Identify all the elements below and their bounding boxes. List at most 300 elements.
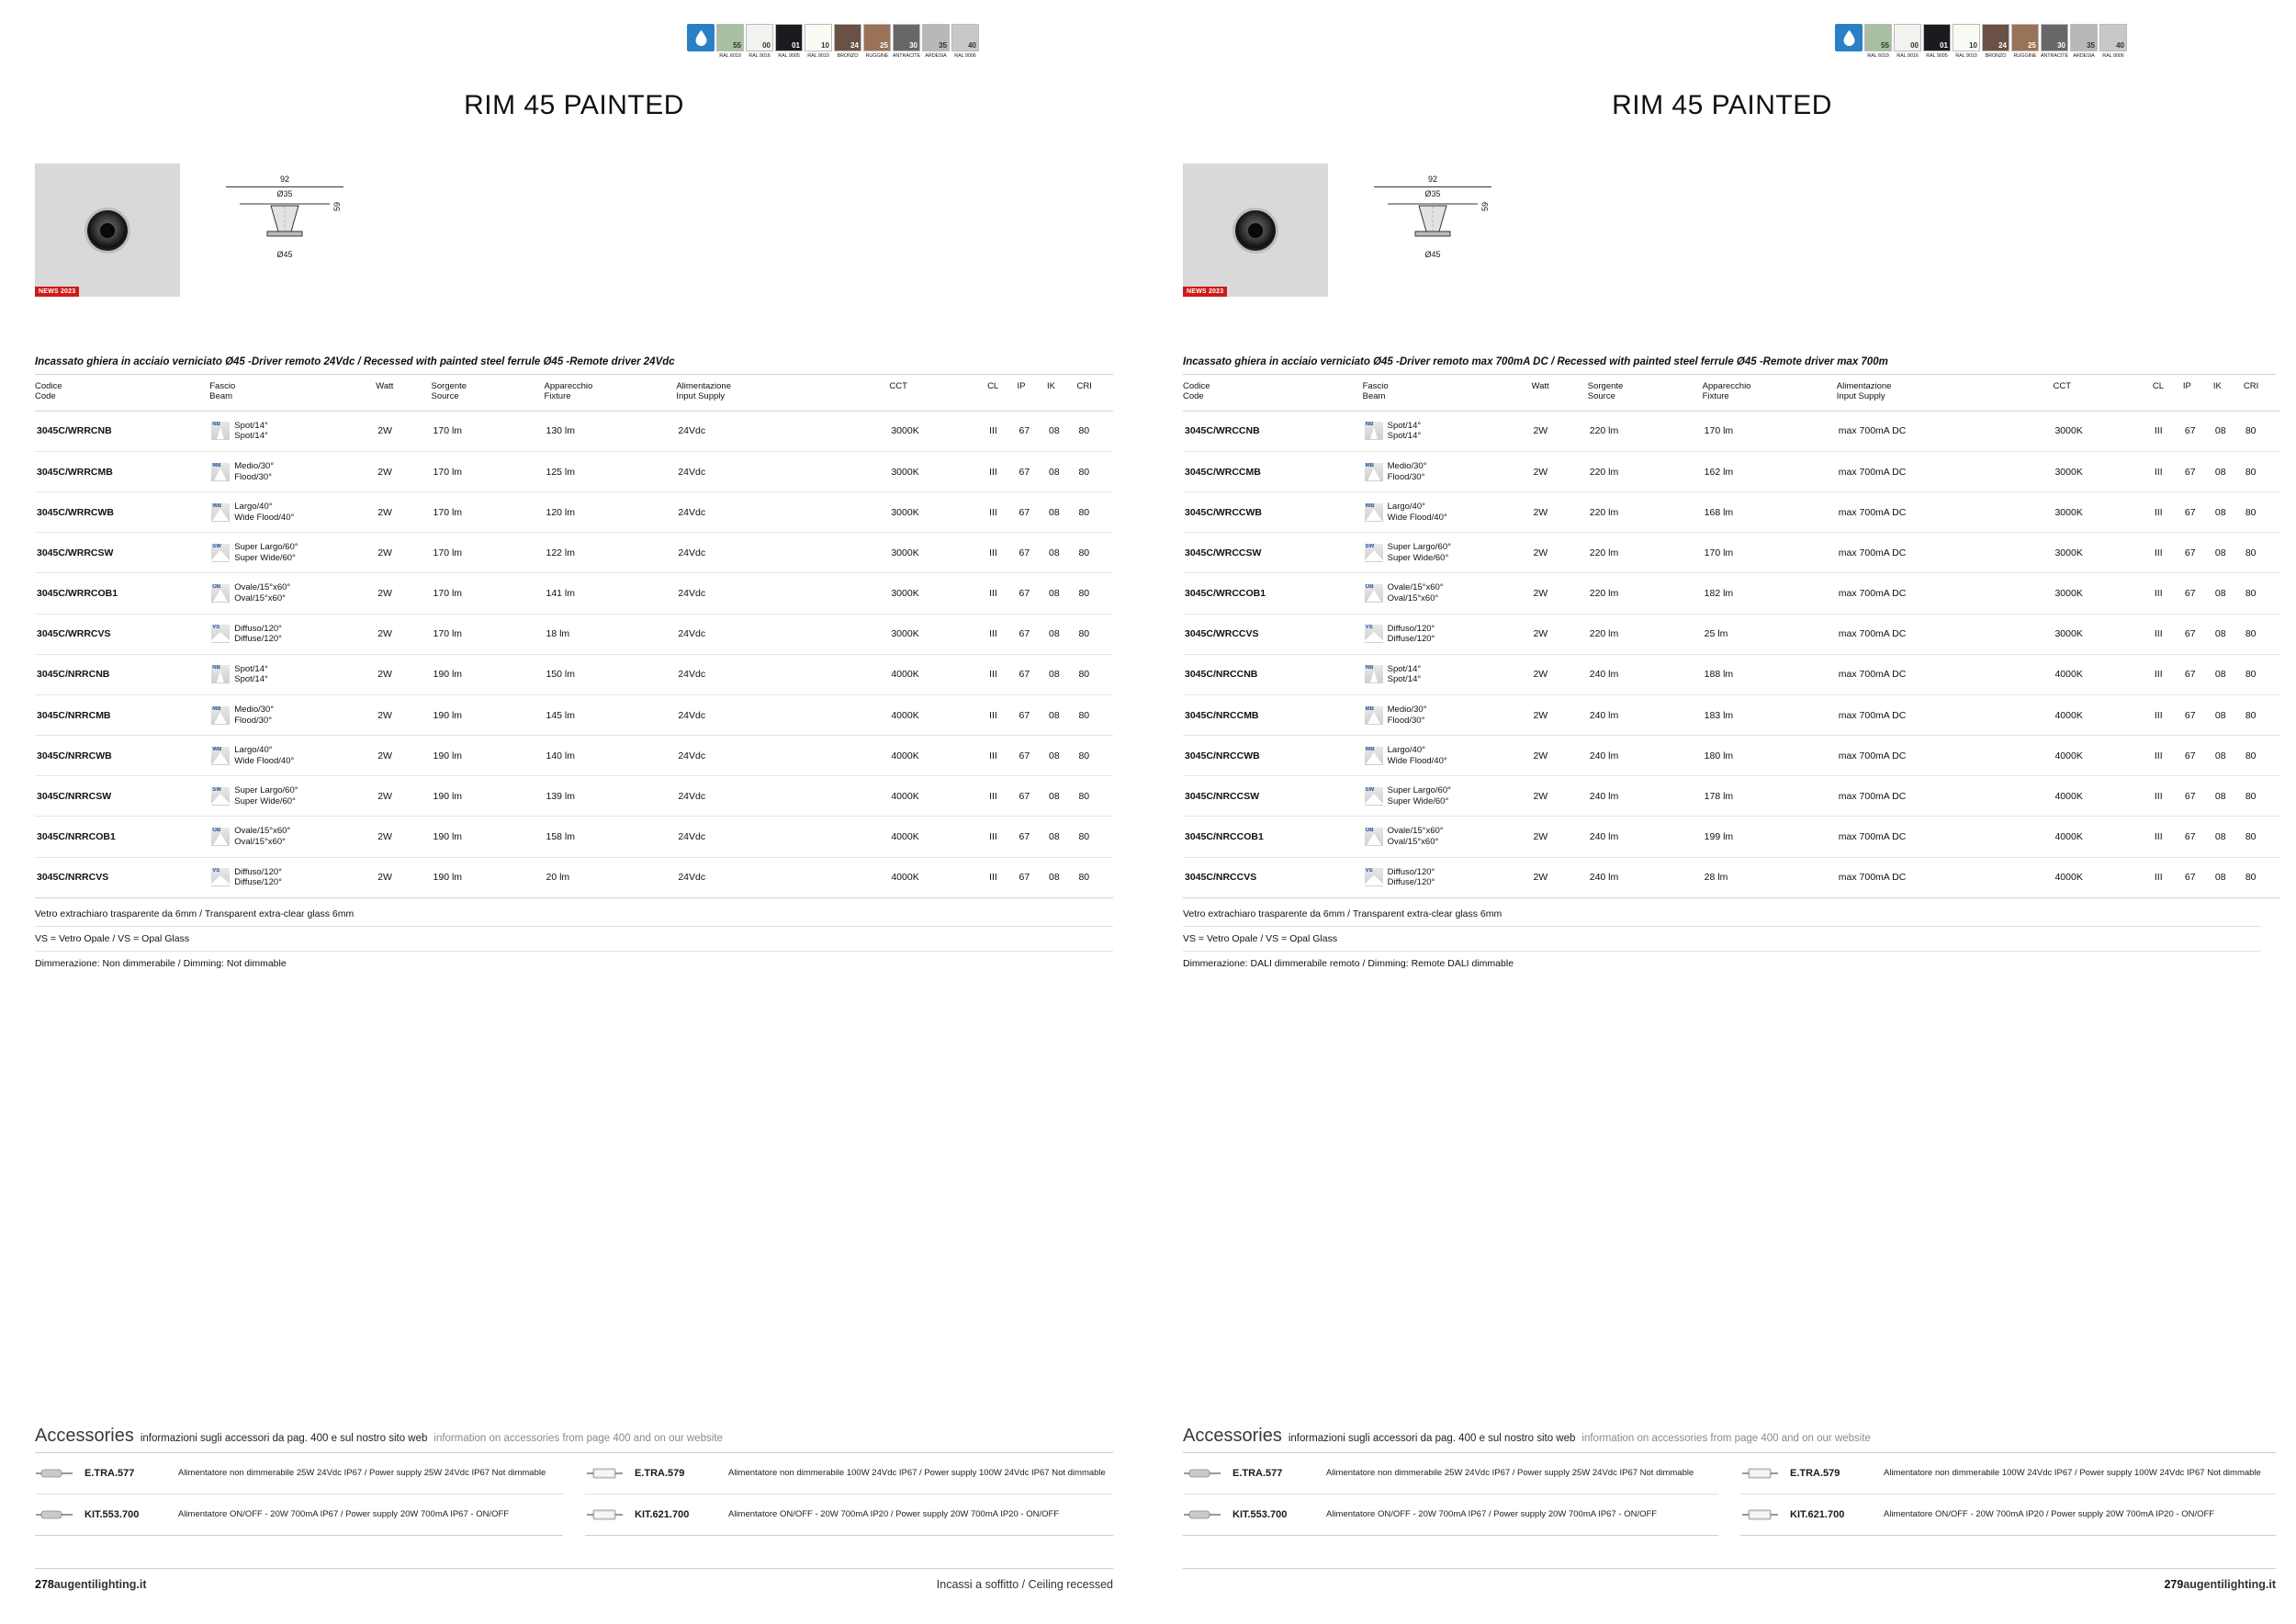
col-beam: Fascio Beam <box>209 378 376 411</box>
cct-value: 4000K <box>889 654 987 694</box>
source-lumen-value: 170 lm <box>432 492 545 533</box>
watt-value: 2W <box>376 492 431 533</box>
watt-value: 2W <box>1531 736 1587 776</box>
color-swatch-bar-right <box>1835 24 2127 59</box>
ip-value: 67 <box>2183 411 2213 451</box>
beam-cell <box>1363 817 1532 857</box>
accessory-icon-wrap <box>585 1466 625 1481</box>
swatch-7: 35 ARDESIA <box>2070 24 2098 59</box>
table-header-row <box>1183 378 2280 411</box>
class-value: III <box>2153 694 2183 735</box>
table-row[interactable] <box>1183 411 2280 451</box>
swatch-3: 10 RAL 9010 <box>805 24 832 59</box>
swatch-2: 01 RAL 9005 <box>775 24 803 59</box>
beam-angle-icon: MB <box>1365 463 1383 481</box>
ip-value: 67 <box>1018 736 1047 776</box>
col-cl: CL <box>2153 378 2183 411</box>
accessory-icon-wrap <box>35 1507 75 1522</box>
cct-value: 3000K <box>889 411 987 451</box>
ik-value: 08 <box>1047 736 1076 776</box>
cri-value: 80 <box>2244 533 2280 573</box>
product-description: Incassato ghiera in acciaio verniciato Ø45 -Driver remoto max 700mA DC / Recessed with painted steel ferrule Ø45 -Remote driver max 700m <box>1183 356 2276 375</box>
cri-value: 80 <box>1076 654 1113 694</box>
beam-angle-icon: VS <box>211 868 230 886</box>
dimension-height: 59 <box>332 201 342 212</box>
beam-angle-icon: NB <box>211 665 230 683</box>
table-row[interactable] <box>35 614 1113 654</box>
beam-angle-icon: NB <box>1365 665 1383 683</box>
beam-angle-icon: MB <box>211 706 230 725</box>
cri-value: 80 <box>2244 857 2280 897</box>
note-line: Dimmerazione: DALI dimmerabile remoto / Dimming: Remote DALI dimmable <box>1183 958 1514 969</box>
table-row[interactable] <box>1183 533 2280 573</box>
watt-value: 2W <box>1531 694 1587 735</box>
accessory-code: E.TRA.577 <box>1232 1468 1283 1479</box>
accessories-column-1 <box>1183 1453 1718 1536</box>
input-supply-value: max 700mA DC <box>1837 817 2054 857</box>
cri-value: 80 <box>1076 573 1113 614</box>
product-code: 3045C/NRCCSW <box>1183 776 1363 817</box>
beam-label: Largo/40° Wide Flood/40° <box>1387 745 1447 766</box>
product-description: Incassato ghiera in acciaio verniciato Ø45 -Driver remoto 24Vdc / Recessed with painted steel ferrule Ø45 -Remote driver 24Vdc <box>35 356 1113 375</box>
page-number-left: 278augentilighting.it <box>35 1578 147 1591</box>
beam-angle-icon: WB <box>211 747 230 765</box>
ip-value: 67 <box>1018 817 1047 857</box>
accessory-code: E.TRA.579 <box>635 1468 685 1479</box>
watt-value: 2W <box>376 452 431 492</box>
accessories-subtitle-en: information on accessories from page 400 and on our website <box>433 1433 723 1444</box>
class-value: III <box>987 533 1017 573</box>
beam-cell <box>1363 776 1532 817</box>
beam-label: Super Largo/60° Super Wide/60° <box>1387 785 1451 806</box>
beam-cell <box>209 573 376 614</box>
beam-angle-icon: SW <box>211 787 230 806</box>
cct-value: 3000K <box>2053 452 2152 492</box>
cct-value: 4000K <box>889 736 987 776</box>
accessory-code: KIT.553.700 <box>84 1509 140 1520</box>
driver-icon <box>36 1507 74 1522</box>
cri-value: 80 <box>2244 776 2280 817</box>
table-row[interactable] <box>1183 573 2280 614</box>
fixture-lumen-value: 140 lm <box>544 736 676 776</box>
driver-icon <box>1184 1507 1222 1522</box>
beam-cell <box>1363 694 1532 735</box>
class-value: III <box>2153 817 2183 857</box>
note-line: VS = Vetro Opale / VS = Opal Glass <box>35 927 1113 952</box>
col-ik: IK <box>2213 378 2244 411</box>
fixture-lumen-value: 180 lm <box>1703 736 1837 776</box>
col-watt: Watt <box>376 378 431 411</box>
class-value: III <box>987 614 1017 654</box>
accessories-header <box>35 1426 1113 1453</box>
source-lumen-value: 240 lm <box>1588 776 1703 817</box>
accessories-subtitle-en: information on accessories from page 400 and on our website <box>1581 1433 1871 1444</box>
product-visuals-right <box>1183 164 1497 297</box>
source-lumen-value: 240 lm <box>1588 736 1703 776</box>
watt-value: 2W <box>376 736 431 776</box>
note-line: VS = Vetro Opale / VS = Opal Glass <box>1183 927 2261 952</box>
fixture-lumen-value: 122 lm <box>544 533 676 573</box>
accessory-row[interactable] <box>1183 1494 1718 1536</box>
ik-value: 08 <box>1047 817 1076 857</box>
page-title: RIM 45 PAINTED <box>1612 90 1832 120</box>
dimension-bottom-diameter: Ø45 <box>276 250 293 259</box>
product-code: 3045C/NRRCNB <box>35 654 209 694</box>
beam-cell <box>1363 654 1532 694</box>
ik-value: 08 <box>2213 533 2244 573</box>
col-supply: Alimentazione Input Supply <box>676 378 889 411</box>
product-code: 3045C/NRCCMB <box>1183 694 1363 735</box>
swatch-7: 35 ARDESIA <box>922 24 950 59</box>
beam-angle-icon: SW <box>211 544 230 562</box>
ik-value: 08 <box>2213 614 2244 654</box>
source-lumen-value: 190 lm <box>432 654 545 694</box>
ip-value: 67 <box>1018 654 1047 694</box>
ik-value: 08 <box>2213 736 2244 776</box>
input-supply-value: 24Vdc <box>676 736 889 776</box>
class-value: III <box>2153 654 2183 694</box>
page-title: RIM 45 PAINTED <box>464 90 684 120</box>
beam-angle-icon: SW <box>1365 787 1383 806</box>
table-row[interactable] <box>35 694 1113 735</box>
beam-label: Largo/40° Wide Flood/40° <box>234 502 295 523</box>
beam-label: Super Largo/60° Super Wide/60° <box>234 785 298 806</box>
beam-cell <box>209 776 376 817</box>
cct-value: 3000K <box>889 573 987 614</box>
source-lumen-value: 220 lm <box>1588 614 1703 654</box>
col-code: Codice Code <box>35 378 209 411</box>
ik-value: 08 <box>2213 452 2244 492</box>
input-supply-value: max 700mA DC <box>1837 452 2054 492</box>
beam-cell <box>209 492 376 533</box>
page-number-right: 279augentilighting.it <box>2164 1578 2276 1591</box>
product-code: 3045C/WRRCVS <box>35 614 209 654</box>
input-supply-value: 24Vdc <box>676 654 889 694</box>
table-row[interactable] <box>35 411 1113 451</box>
table-header-row <box>35 378 1113 411</box>
cri-value: 80 <box>1076 736 1113 776</box>
product-code: 3045C/WRCCSW <box>1183 533 1363 573</box>
cri-value: 80 <box>1076 614 1113 654</box>
table-row[interactable] <box>35 573 1113 614</box>
ip-value: 67 <box>1018 492 1047 533</box>
col-fixture: Apparecchio Fixture <box>1703 378 1837 411</box>
swatch-5: 25 RUGGINE <box>2011 24 2039 59</box>
input-supply-value: 24Vdc <box>676 411 889 451</box>
class-value: III <box>2153 736 2183 776</box>
col-code: Codice Code <box>1183 378 1363 411</box>
table-row[interactable] <box>1183 817 2280 857</box>
source-lumen-value: 170 lm <box>432 533 545 573</box>
beam-label: Medio/30° Flood/30° <box>234 461 275 482</box>
product-code: 3045C/NRCCWB <box>1183 736 1363 776</box>
input-supply-value: max 700mA DC <box>1837 857 2054 897</box>
cct-value: 3000K <box>889 614 987 654</box>
source-lumen-value: 240 lm <box>1588 694 1703 735</box>
beam-label: Ovale/15°x60° Oval/15°x60° <box>234 826 291 847</box>
swatch-8: 40 RAL 9006 <box>951 24 979 59</box>
ik-value: 08 <box>2213 694 2244 735</box>
beam-cell <box>209 694 376 735</box>
beam-label: Spot/14° Spot/14° <box>234 663 268 685</box>
beam-label: Super Largo/60° Super Wide/60° <box>1387 542 1451 563</box>
class-value: III <box>987 817 1017 857</box>
accessory-row[interactable] <box>1740 1453 2276 1494</box>
accessories-left <box>35 1426 1113 1536</box>
cct-value: 3000K <box>889 533 987 573</box>
fixture-lumen-value: 158 lm <box>544 817 676 857</box>
accessory-row[interactable] <box>1740 1494 2276 1536</box>
cct-value: 4000K <box>889 857 987 897</box>
input-supply-value: 24Vdc <box>676 452 889 492</box>
watt-value: 2W <box>376 614 431 654</box>
accessories-column-2 <box>1740 1453 2276 1536</box>
cct-value: 3000K <box>2053 573 2152 614</box>
technical-drawing <box>220 164 349 283</box>
watt-value: 2W <box>376 817 431 857</box>
ip-value: 67 <box>1018 614 1047 654</box>
product-code: 3045C/NRRCMB <box>35 694 209 735</box>
ip-value: 67 <box>2183 817 2213 857</box>
input-supply-value: max 700mA DC <box>1837 654 2054 694</box>
beam-angle-icon: WB <box>1365 503 1383 522</box>
cri-value: 80 <box>1076 694 1113 735</box>
fixture-lumen-value: 199 lm <box>1703 817 1837 857</box>
cct-value: 3000K <box>2053 411 2152 451</box>
source-lumen-value: 240 lm <box>1588 654 1703 694</box>
watt-value: 2W <box>1531 776 1587 817</box>
accessory-row[interactable] <box>1183 1453 1718 1494</box>
cct-value: 4000K <box>2053 736 2152 776</box>
beam-cell <box>209 736 376 776</box>
input-supply-value: 24Vdc <box>676 614 889 654</box>
input-supply-value: max 700mA DC <box>1837 776 2054 817</box>
table-row[interactable] <box>35 736 1113 776</box>
ik-value: 08 <box>1047 694 1076 735</box>
cri-value: 80 <box>2244 694 2280 735</box>
table-row[interactable] <box>1183 614 2280 654</box>
beam-cell <box>1363 492 1532 533</box>
ik-value: 08 <box>1047 654 1076 694</box>
product-code: 3045C/NRRCOB1 <box>35 817 209 857</box>
cct-value: 3000K <box>2053 533 2152 573</box>
watt-value: 2W <box>1531 452 1587 492</box>
accessory-row[interactable] <box>35 1453 563 1494</box>
cct-value: 4000K <box>2053 694 2152 735</box>
table-row[interactable] <box>35 857 1113 897</box>
accessory-description: Alimentatore non dimmerabile 100W 24Vdc IP67 / Power supply 100W 24Vdc IP67 Not dimmable <box>728 1467 1106 1478</box>
ip-value: 67 <box>1018 533 1047 573</box>
input-supply-value: max 700mA DC <box>1837 411 2054 451</box>
table-row[interactable] <box>1183 736 2280 776</box>
accessory-row[interactable] <box>585 1453 1113 1494</box>
watt-value: 2W <box>376 694 431 735</box>
product-code: 3045C/WRCCMB <box>1183 452 1363 492</box>
table-row[interactable] <box>35 817 1113 857</box>
ip-value: 67 <box>1018 694 1047 735</box>
note-line: Vetro extrachiaro trasparente da 6mm / Transparent extra-clear glass 6mm <box>35 902 1113 927</box>
accessory-icon-wrap <box>585 1507 625 1522</box>
source-lumen-value: 240 lm <box>1588 817 1703 857</box>
swatch-8: 40 RAL 9006 <box>2099 24 2127 59</box>
source-lumen-value: 220 lm <box>1588 492 1703 533</box>
table-row[interactable] <box>35 533 1113 573</box>
table-row[interactable] <box>1183 857 2280 897</box>
source-lumen-value: 170 lm <box>432 452 545 492</box>
ik-value: 08 <box>2213 817 2244 857</box>
page-right <box>1148 0 2296 1624</box>
watt-value: 2W <box>1531 533 1587 573</box>
col-supply: Alimentazione Input Supply <box>1837 378 2054 411</box>
product-code: 3045C/WRRCWB <box>35 492 209 533</box>
fixture-lumen-value: 170 lm <box>1703 533 1837 573</box>
beam-cell <box>1363 452 1532 492</box>
table-row[interactable] <box>35 654 1113 694</box>
accessory-row[interactable] <box>585 1494 1113 1536</box>
swatch-3: 10 RAL 9010 <box>1953 24 1980 59</box>
news-badge: NEWS 2023 <box>1183 287 1227 297</box>
col-source: Sorgente Source <box>1588 378 1703 411</box>
product-code: 3045C/WRRCMB <box>35 452 209 492</box>
swatch-1: 00 RAL 9016 <box>1894 24 1921 59</box>
fixture-lumen-value: 18 lm <box>544 614 676 654</box>
beam-cell <box>1363 736 1532 776</box>
class-value: III <box>987 694 1017 735</box>
beam-cell <box>209 614 376 654</box>
watt-value: 2W <box>1531 411 1587 451</box>
watt-value: 2W <box>1531 492 1587 533</box>
accessory-code: KIT.621.700 <box>1790 1509 1845 1520</box>
beam-cell <box>1363 573 1532 614</box>
table-row[interactable] <box>35 492 1113 533</box>
driver-box-icon <box>1741 1507 1780 1522</box>
col-ip: IP <box>1018 378 1047 411</box>
accessories-title: Accessories <box>1183 1426 1282 1446</box>
cct-value: 4000K <box>2053 776 2152 817</box>
col-cri: CRI <box>2244 378 2280 411</box>
beam-label: Ovale/15°x60° Oval/15°x60° <box>1387 826 1444 847</box>
driver-icon <box>36 1466 74 1481</box>
input-supply-value: max 700mA DC <box>1837 492 2054 533</box>
class-value: III <box>2153 492 2183 533</box>
footer-left <box>35 1568 1113 1591</box>
product-code: 3045C/NRRCVS <box>35 857 209 897</box>
ik-value: 08 <box>2213 654 2244 694</box>
beam-label: Diffuso/120° Diffuse/120° <box>1387 623 1435 645</box>
beam-angle-icon: OB <box>211 584 230 603</box>
source-lumen-value: 190 lm <box>432 857 545 897</box>
cri-value: 80 <box>1076 533 1113 573</box>
ik-value: 08 <box>1047 573 1076 614</box>
product-code: 3045C/NRCCOB1 <box>1183 817 1363 857</box>
class-value: III <box>2153 533 2183 573</box>
input-supply-value: 24Vdc <box>676 533 889 573</box>
ip-value: 67 <box>1018 857 1047 897</box>
col-ik: IK <box>1047 378 1076 411</box>
class-value: III <box>2153 573 2183 614</box>
ik-value: 08 <box>1047 857 1076 897</box>
table-row[interactable] <box>1183 492 2280 533</box>
accessory-row[interactable] <box>35 1494 563 1536</box>
beam-cell <box>209 533 376 573</box>
cri-value: 80 <box>1076 452 1113 492</box>
fixture-lumen-value: 25 lm <box>1703 614 1837 654</box>
table-row[interactable] <box>1183 654 2280 694</box>
accessories-title: Accessories <box>35 1426 134 1446</box>
section-drawing <box>234 200 335 248</box>
accessory-icon-wrap <box>35 1466 75 1481</box>
section-drawing <box>1382 200 1483 248</box>
driver-box-icon <box>586 1507 625 1522</box>
table-row[interactable] <box>35 452 1113 492</box>
dimension-height: 59 <box>1480 201 1490 212</box>
cri-value: 80 <box>1076 776 1113 817</box>
cri-value: 80 <box>2244 817 2280 857</box>
table-row[interactable] <box>1183 776 2280 817</box>
source-lumen-value: 190 lm <box>432 736 545 776</box>
technical-drawing <box>1368 164 1497 283</box>
beam-angle-icon: VS <box>211 625 230 643</box>
beam-cell <box>1363 533 1532 573</box>
ik-value: 08 <box>2213 492 2244 533</box>
note-line: Vetro extrachiaro trasparente da 6mm / Transparent extra-clear glass 6mm <box>1183 902 2261 927</box>
fixture-lumen-value: 178 lm <box>1703 776 1837 817</box>
class-value: III <box>2153 614 2183 654</box>
source-lumen-value: 220 lm <box>1588 452 1703 492</box>
cri-value: 80 <box>2244 452 2280 492</box>
fixture-lumen-value: 182 lm <box>1703 573 1837 614</box>
dimension-top-diameter: Ø35 <box>1424 189 1441 198</box>
beam-label: Medio/30° Flood/30° <box>1387 704 1427 726</box>
beam-cell <box>209 817 376 857</box>
notes-left <box>35 902 1113 976</box>
input-supply-value: 24Vdc <box>676 817 889 857</box>
dimension-top-diameter: Ø35 <box>276 189 293 198</box>
fixture-lumen-value: 120 lm <box>544 492 676 533</box>
source-lumen-value: 240 lm <box>1588 857 1703 897</box>
table-row[interactable] <box>1183 452 2280 492</box>
table-row[interactable] <box>1183 694 2280 735</box>
product-code: 3045C/WRCCWB <box>1183 492 1363 533</box>
input-supply-value: max 700mA DC <box>1837 694 2054 735</box>
class-value: III <box>987 411 1017 451</box>
luminaire-image <box>84 208 130 254</box>
table-row[interactable] <box>35 776 1113 817</box>
accessories-column-1 <box>35 1453 563 1536</box>
class-value: III <box>987 573 1017 614</box>
accessories-header <box>1183 1426 2276 1453</box>
beam-angle-icon: SW <box>1365 544 1383 562</box>
ip-value: 67 <box>2183 857 2213 897</box>
product-code: 3045C/WRCCVS <box>1183 614 1363 654</box>
specification-table-left <box>35 378 1113 898</box>
accessory-description: Alimentatore non dimmerabile 25W 24Vdc IP67 / Power supply 25W 24Vdc IP67 Not dimmable <box>178 1467 546 1478</box>
cri-value: 80 <box>1076 857 1113 897</box>
beam-cell <box>1363 411 1532 451</box>
ik-value: 08 <box>1047 411 1076 451</box>
accessories-subtitle-it: informazioni sugli accessori da pag. 400 e sul nostro sito web <box>1288 1433 1576 1444</box>
accessory-code: KIT.621.700 <box>635 1509 690 1520</box>
watt-value: 2W <box>1531 573 1587 614</box>
driver-box-icon <box>1741 1466 1780 1481</box>
beam-label: Largo/40° Wide Flood/40° <box>1387 502 1447 523</box>
ip-value: 67 <box>1018 452 1047 492</box>
input-supply-value: 24Vdc <box>676 776 889 817</box>
ip-value: 67 <box>2183 694 2213 735</box>
class-value: III <box>987 776 1017 817</box>
cri-value: 80 <box>1076 411 1113 451</box>
input-supply-value: 24Vdc <box>676 492 889 533</box>
